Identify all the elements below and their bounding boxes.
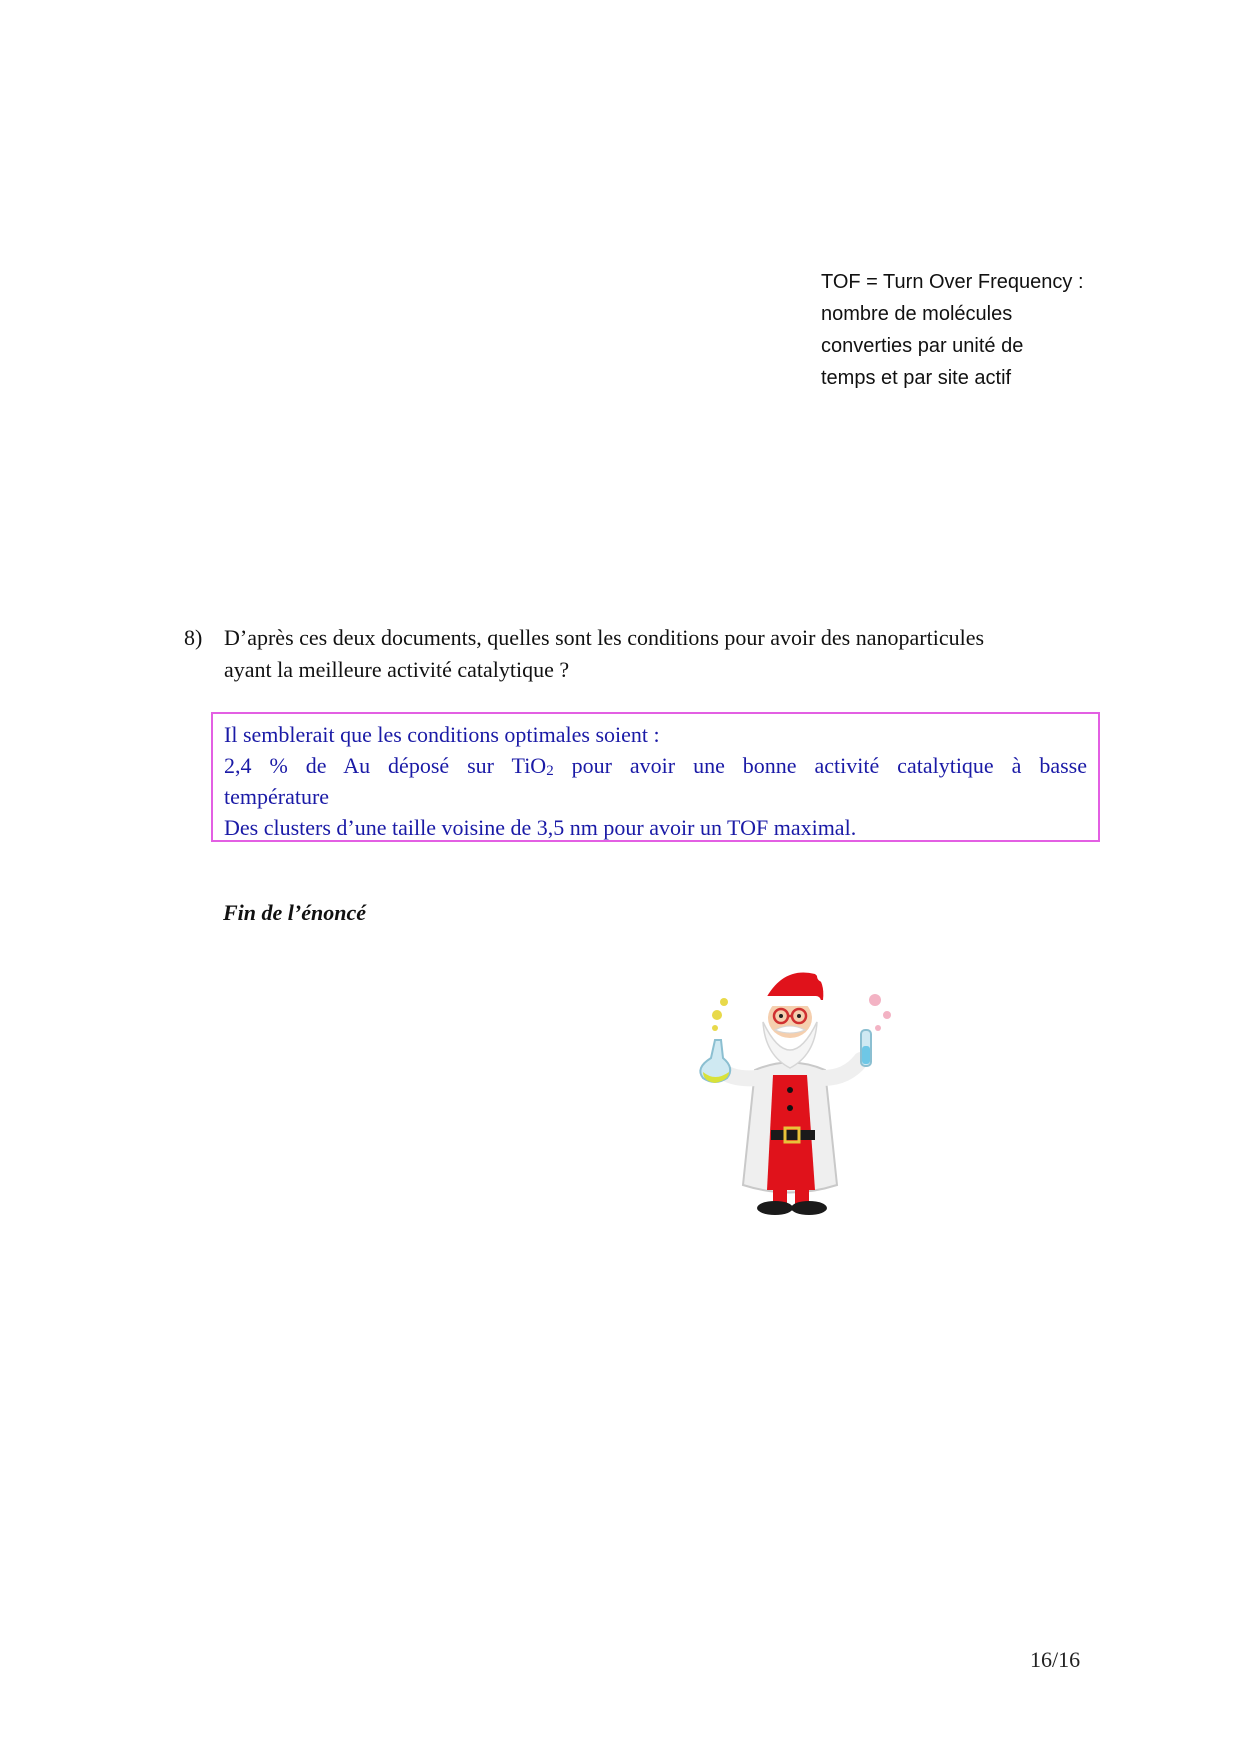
question-8 [184,622,1084,686]
answer-line-1: Il semblerait que les conditions optimales soient : [224,722,660,747]
subscript-2: 2 [546,763,554,779]
page-number: 16/16 [1030,1647,1081,1672]
santa-scientist-icon [675,960,905,1225]
answer-line-2-part-a: 2,4 % de Au déposé sur TiO [224,753,547,778]
end-of-statement-label: Fin de l’énoncé [223,900,366,925]
question-text-line-1: D’après ces deux documents, quelles sont les conditions pour avoir des nanoparticules [224,625,985,650]
note-line: converties par unité de [821,335,1024,357]
note-line: nombre de molécules [821,303,1013,325]
answer-line-3: température [224,784,330,809]
answer-box [211,712,1100,842]
answer-line-2 [224,750,1087,781]
note-line: temps et par site actif [821,367,1012,389]
question-text-line-2: ayant la meilleure activité catalytique ? [224,657,570,682]
question-number: 8) [184,625,203,650]
note-line: TOF = Turn Over Frequency : [821,271,1084,293]
answer-line-2-part-b: pour avoir une bonne activité catalytique à basse [553,753,1088,778]
tof-definition-note [821,266,1121,394]
answer-line-4: Des clusters d’une taille voisine de 3,5 nm pour avoir un TOF maximal. [224,815,857,840]
